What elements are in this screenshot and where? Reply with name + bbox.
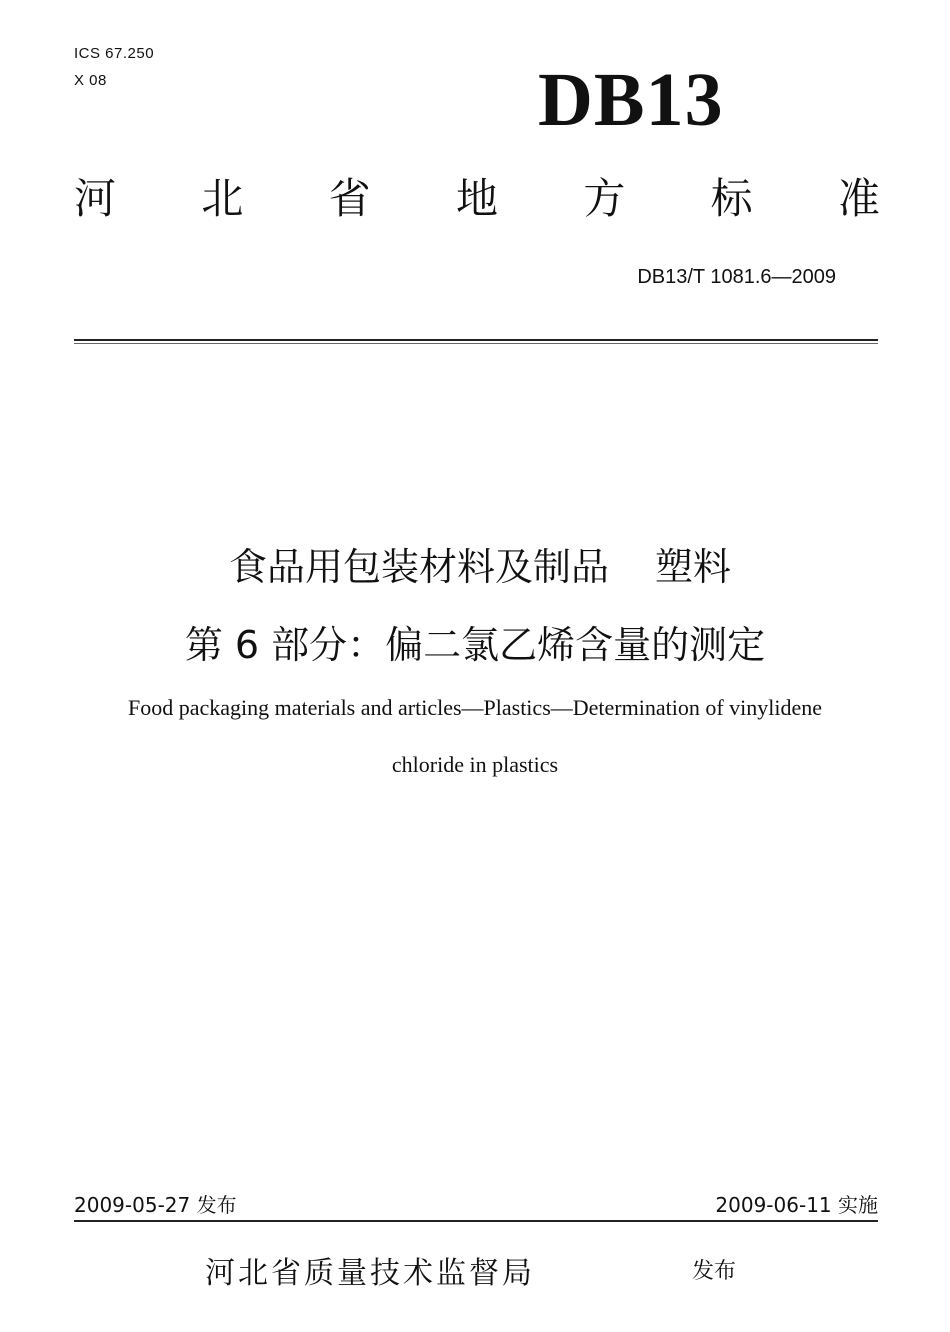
chinese-title-line-1 (0, 536, 950, 591)
ics-code: ICS 67.250 (74, 45, 155, 62)
chinese-title-sub: 塑料 (655, 545, 732, 589)
implementation-date: 2009-06-11 实施 (715, 1193, 878, 1217)
header-divider (74, 339, 878, 341)
standard-number: DB13/T 1081.6—2009 (637, 266, 836, 288)
classification-code: X 08 (74, 72, 107, 89)
standard-type-char: 地 (455, 174, 498, 223)
footer-divider (74, 1220, 878, 1222)
issuing-authority: 河北省质量技术监督局 (205, 1256, 535, 1291)
standard-type-char: 方 (583, 174, 626, 223)
english-title-line-2: chloride in plastics (391, 752, 559, 777)
standard-type-title (74, 174, 880, 223)
standard-type-char: 省 (328, 174, 371, 223)
issuing-authority-suffix: 发布 (692, 1259, 737, 1284)
header-divider-thin (74, 343, 878, 344)
english-title-line-1: Food packaging materials and articles—Plastics—Determination of vinylidene (127, 695, 823, 720)
standard-type-char: 河 (74, 174, 117, 223)
chinese-title-main: 食品用包装材料及制品 (228, 545, 609, 589)
standard-logo: DB13 (538, 58, 724, 142)
standard-type-char: 标 (710, 174, 753, 223)
chinese-title-line-2: 第 6 部分：偏二氯乙烯含量的测定 (184, 623, 766, 667)
issue-date: 2009-05-27 发布 (74, 1193, 237, 1217)
standard-type-char: 准 (837, 174, 880, 223)
standard-type-char: 北 (201, 174, 244, 223)
